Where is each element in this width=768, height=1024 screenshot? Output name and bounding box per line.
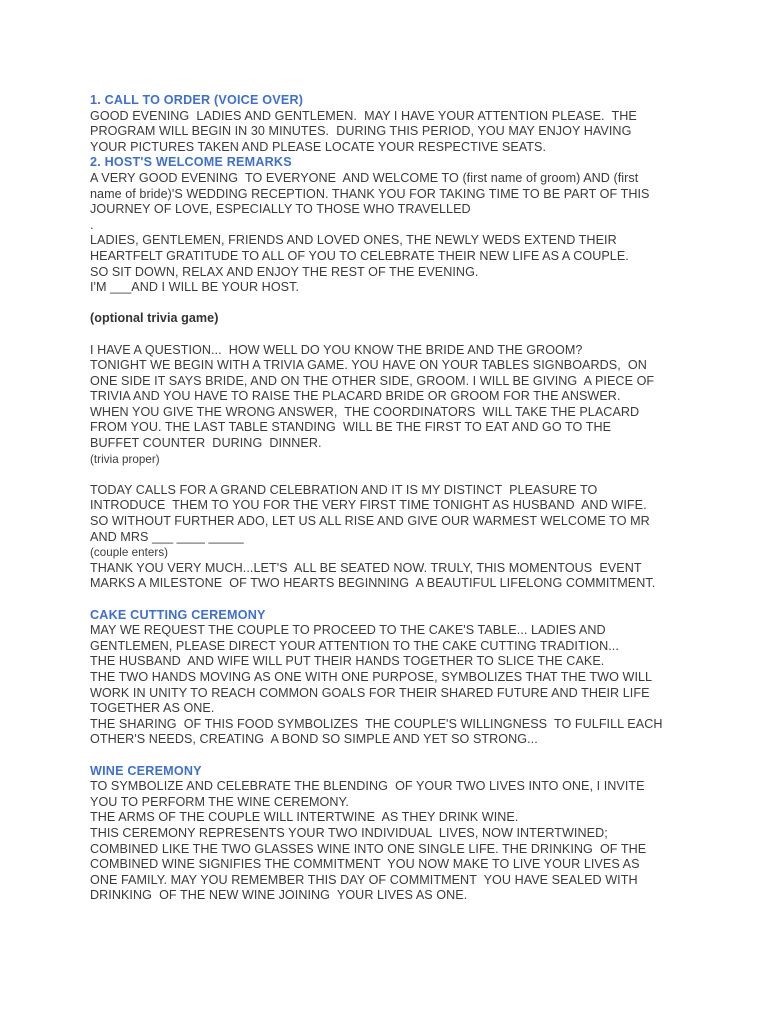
paragraph-line: OTHER'S NEEDS, CREATING A BOND SO SIMPLE AND YET SO STRONG...	[90, 732, 538, 747]
paragraph-line: COMBINED WINE SIGNIFIES THE COMMITMENT YOU NOW MAKE TO LIVE YOUR LIVES AS	[90, 857, 640, 872]
paragraph-line: .	[90, 217, 94, 232]
paragraph-line: THANK YOU VERY MUCH...LET'S ALL BE SEATED NOW. TRULY, THIS MOMENTOUS EVENT	[90, 560, 642, 575]
paragraph-line: TOGETHER AS ONE.	[90, 701, 215, 716]
section-cake-cutting	[90, 608, 708, 748]
paragraph-line: THE TWO HANDS MOVING AS ONE WITH ONE PURPOSE, SYMBOLIZES THAT THE TWO WILL	[90, 669, 653, 684]
paragraph-line: GOOD EVENING LADIES AND GENTLEMEN. MAY I HAVE YOUR ATTENTION PLEASE. THE	[90, 108, 637, 123]
paragraph-line: HEARTFELT GRATITUDE TO ALL OF YOU TO CELEBRATE THEIR NEW LIFE AS A COUPLE.	[90, 248, 629, 263]
paragraph-line: name of bride)'S WEDDING RECEPTION. THANK YOU FOR TAKING TIME TO BE PART OF THIS	[90, 186, 650, 201]
paragraph-line: FROM YOU. THE LAST TABLE STANDING WILL BE THE FIRST TO EAT AND GO TO THE	[90, 420, 612, 435]
paragraph-line: THIS CEREMONY REPRESENTS YOUR TWO INDIVIDUAL LIVES, NOW INTERTWINED;	[90, 825, 608, 840]
paragraph-line: ONE FAMILY. MAY YOU REMEMBER THIS DAY OF COMMITMENT YOU HAVE SEALED WITH	[90, 872, 638, 887]
section-wine-ceremony	[90, 764, 708, 904]
section-heading: CAKE CUTTING CEREMONY	[90, 607, 266, 622]
spacer	[90, 592, 708, 608]
section-heading: WINE CEREMONY	[90, 763, 202, 778]
paragraph-line: TO SYMBOLIZE AND CELEBRATE THE BLENDING OF YOUR TWO LIVES INTO ONE, I INVITE	[90, 779, 645, 794]
paragraph-line: INTRODUCE THEM TO YOU FOR THE VERY FIRST TIME TONIGHT AS HUSBAND AND WIFE.	[90, 498, 647, 513]
paragraph-line: I HAVE A QUESTION... HOW WELL DO YOU KNOW THE BRIDE AND THE GROOM?	[90, 342, 583, 357]
paragraph-line: SO WITHOUT FURTHER ADO, LET US ALL RISE AND GIVE OUR WARMEST WELCOME TO MR	[90, 514, 650, 529]
stage-note: (couple enters)	[90, 546, 169, 560]
section-call-to-order	[90, 93, 708, 155]
paragraph-line: SO SIT DOWN, RELAX AND ENJOY THE REST OF THE EVENING.	[90, 264, 479, 279]
paragraph-line: PROGRAM WILL BEGIN IN 30 MINUTES. DURING THIS PERIOD, YOU MAY ENJOY HAVING	[90, 124, 632, 139]
paragraph-line: TONIGHT WE BEGIN WITH A TRIVIA GAME. YOU HAVE ON YOUR TABLES SIGNBOARDS, ON	[90, 358, 647, 373]
paragraph-line: THE ARMS OF THE COUPLE WILL INTERTWINE AS THEY DRINK WINE.	[90, 810, 519, 825]
spacer	[90, 467, 708, 483]
spacer	[90, 327, 708, 343]
paragraph-line: COMBINED LIKE THE TWO GLASSES WINE INTO ONE SINGLE LIFE. THE DRINKING OF THE	[90, 841, 647, 856]
paragraph-line: A VERY GOOD EVENING TO EVERYONE AND WELCOME TO (first name of groom) AND (first	[90, 170, 639, 185]
section-introduction	[90, 483, 708, 592]
paragraph-line: I'M ___AND I WILL BE YOUR HOST.	[90, 280, 300, 295]
paragraph-line: THE HUSBAND AND WIFE WILL PUT THEIR HANDS TOGETHER TO SLICE THE CAKE.	[90, 654, 605, 669]
paragraph-line: ONE SIDE IT SAYS BRIDE, AND ON THE OTHER SIDE, GROOM. I WILL BE GIVING A PIECE OF	[90, 373, 655, 388]
paragraph-line: TODAY CALLS FOR A GRAND CELEBRATION AND IT IS MY DISTINCT PLEASURE TO	[90, 482, 598, 497]
paragraph-line: YOUR PICTURES TAKEN AND PLEASE LOCATE YOUR RESPECTIVE SEATS.	[90, 139, 547, 154]
section-heading: 2. HOST'S WELCOME REMARKS	[90, 155, 292, 170]
section-hosts-welcome	[90, 155, 708, 295]
paragraph-line: WORK IN UNITY TO REACH COMMON GOALS FOR THEIR SHARED FUTURE AND THEIR LIFE	[90, 685, 650, 700]
paragraph-line: MARKS A MILESTONE OF TWO HEARTS BEGINNING A BEAUTIFUL LIFELONG COMMITMENT.	[90, 576, 656, 591]
paragraph-line: MAY WE REQUEST THE COUPLE TO PROCEED TO THE CAKE'S TABLE... LADIES AND	[90, 623, 606, 638]
paragraph-line: GENTLEMEN, PLEASE DIRECT YOUR ATTENTION TO THE CAKE CUTTING TRADITION...	[90, 638, 619, 653]
paragraph-line: AND MRS ___ ____ _____	[90, 529, 244, 544]
paragraph-line: BUFFET COUNTER DURING DINNER.	[90, 436, 322, 451]
stage-note: (trivia proper)	[90, 452, 160, 466]
paragraph-line: YOU TO PERFORM THE WINE CEREMONY.	[90, 794, 349, 809]
spacer	[90, 748, 708, 764]
paragraph-line: DRINKING OF THE NEW WINE JOINING YOUR LIVES AS ONE.	[90, 888, 468, 903]
section-heading: 1. CALL TO ORDER (VOICE OVER)	[90, 93, 304, 107]
section-heading: (optional trivia game)	[90, 311, 219, 326]
paragraph-line: LADIES, GENTLEMEN, FRIENDS AND LOVED ONES, THE NEWLY WEDS EXTEND THEIR	[90, 233, 617, 248]
paragraph-line: JOURNEY OF LOVE, ESPECIALLY TO THOSE WHO TRAVELLED	[90, 202, 471, 217]
section-trivia	[90, 311, 708, 467]
paragraph-line: THE SHARING OF THIS FOOD SYMBOLIZES THE COUPLE'S WILLINGNESS TO FULFILL EACH	[90, 716, 663, 731]
spacer	[90, 296, 708, 312]
paragraph-line: TRIVIA AND YOU HAVE TO RAISE THE PLACARD BRIDE OR GROOM FOR THE ANSWER.	[90, 389, 621, 404]
paragraph-line: WHEN YOU GIVE THE WRONG ANSWER, THE COORDINATORS WILL TAKE THE PLACARD	[90, 404, 640, 419]
